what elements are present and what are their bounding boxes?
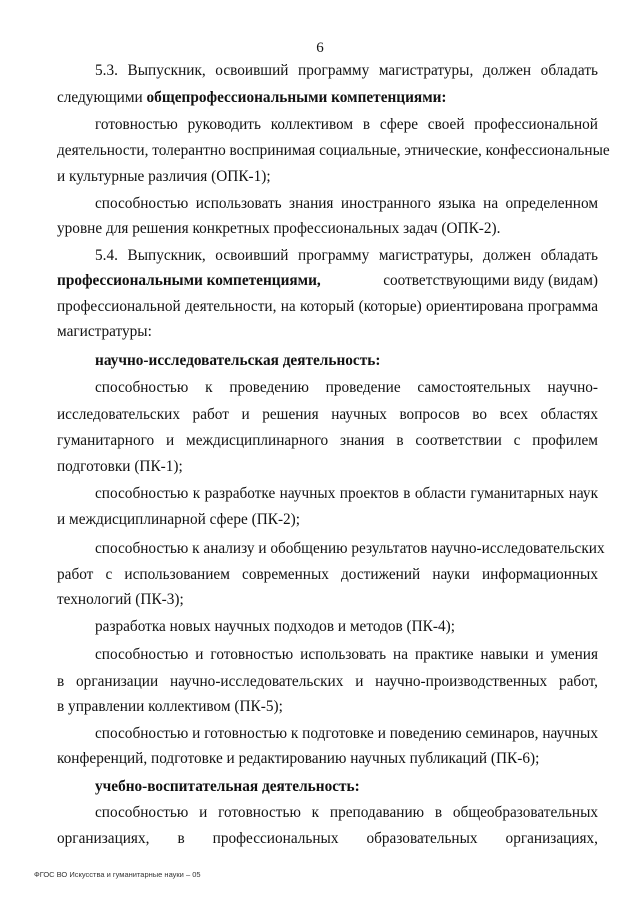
- edu-1-line-2: организациях, в профессиональных образовательных организациях,: [57, 830, 598, 847]
- pk-3-line-2: работ с использованием современных достижений науки информационных: [57, 566, 598, 583]
- opk-1-line-3: и культурные различия (ОПК-1);: [57, 168, 271, 185]
- pk-5-line-3: в управлении коллективом (ПК-5);: [57, 698, 283, 715]
- pk-5-line-2: в организации научно-исследовательских и научно-производственных работ,: [57, 673, 598, 690]
- general-professional-competencies-term: общепрофессиональными компетенциями:: [146, 89, 447, 106]
- pk-3-line-3: технологий (ПК-3);: [57, 591, 184, 608]
- pk-4-line-1: разработка новых научных подходов и методов (ПК-4);: [95, 618, 455, 635]
- pk-1-line-4: подготовки (ПК-1);: [57, 458, 183, 475]
- paragraph-5-4-line-1: 5.4. Выпускник, освоивший программу магистратуры, должен обладать: [95, 247, 598, 264]
- pk-2-line-1: способностью к разработке научных проектов в области гуманитарных наук: [95, 485, 598, 502]
- opk-2-line-1: способностью использовать знания иностранного языка на определенном: [95, 195, 598, 212]
- paragraph-5-4-line-4: магистратуры:: [57, 323, 152, 340]
- text-span: соответствующими виду (видам): [379, 272, 598, 289]
- paragraph-5-3-line-1: 5.3. Выпускник, освоивший программу магистратуры, должен обладать: [95, 62, 598, 79]
- opk-1-line-1: готовностью руководить коллективом в сфере своей профессиональной: [95, 116, 598, 133]
- edu-1-line-1: способностью и готовностью к преподаванию в общеобразовательных: [95, 804, 598, 821]
- paragraph-5-4-line-3: профессиональной деятельности, на который (которые) ориентирована программа: [57, 298, 598, 315]
- pk-1-line-1: способностью к проведению проведение самостоятельных научно-: [95, 379, 598, 396]
- pk-6-line-1: способностью и готовностью к подготовке и поведению семинаров, научных: [95, 725, 598, 742]
- pk-2-line-2: и междисциплинарной сфере (ПК-2);: [57, 511, 301, 528]
- pk-1-line-3: гуманитарного и междисциплинарного знания в соответствии с профилем: [57, 432, 598, 449]
- pk-6-line-2: конференций, подготовке и редактированию научных публикаций (ПК-6);: [57, 750, 540, 767]
- page-footer: ФГОС ВО Искусства и гуманитарные науки – 05: [34, 870, 201, 879]
- research-activity-heading: научно-исследовательская деятельность:: [95, 352, 381, 369]
- pk-5-line-1: способностью и готовностью использовать на практике навыки и умения: [95, 646, 598, 663]
- paragraph-5-3-line-2: [57, 88, 447, 108]
- pk-3-line-1: способностью к анализу и обобщению результатов научно-исследовательских: [95, 540, 605, 557]
- text-span: следующими: [57, 89, 147, 106]
- opk-2-line-2: уровне для решения конкретных профессиональных задач (ОПК-2).: [57, 220, 501, 237]
- pk-1-line-2: исследовательских работ и решения научных вопросов во всех областях: [57, 406, 598, 423]
- educational-activity-heading: учебно-воспитательная деятельность:: [95, 778, 360, 795]
- page-number: 6: [316, 40, 324, 56]
- paragraph-5-4-line-2: [57, 271, 598, 291]
- professional-competencies-term: профессиональными компетенциями,: [57, 272, 321, 289]
- opk-1-line-2: деятельности, толерантно воспринимая социальные, этнические, конфессиональные: [57, 142, 610, 159]
